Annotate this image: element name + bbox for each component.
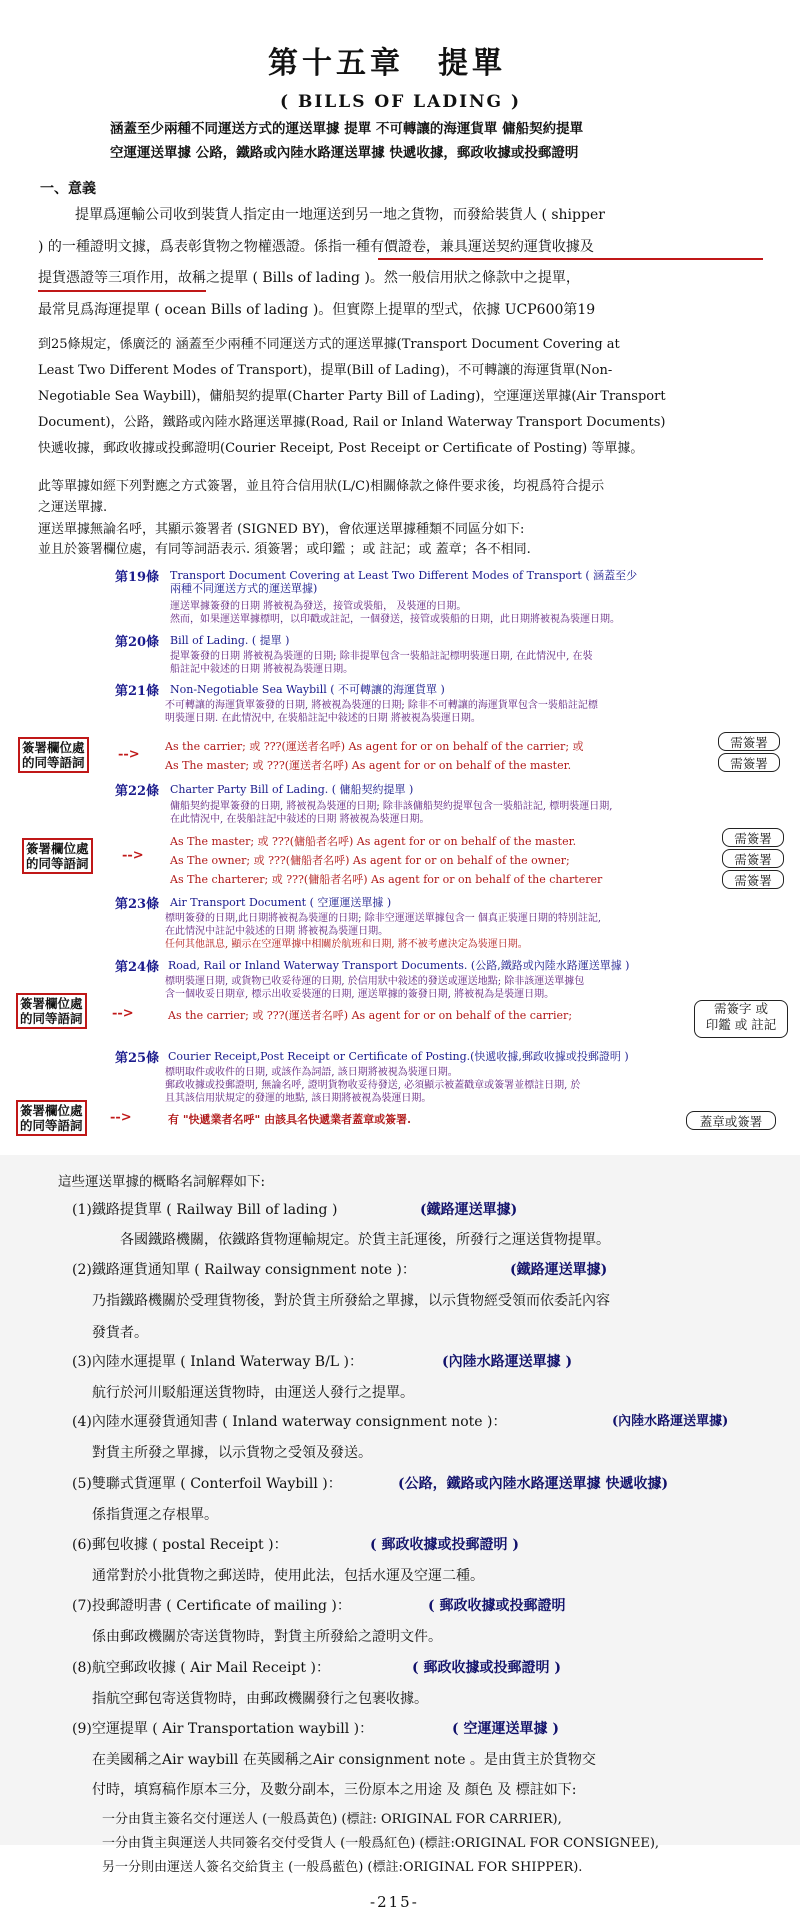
article-22-title: Charter Party Bill of Lading. ( 傭船契約提單 ) [170, 783, 414, 796]
para2-line-1: 此等單據如經下列對應之方式簽署，並且符合信用狀(L/C)相關條款之條件要求後，均視爲符合提示 [38, 479, 605, 494]
para3-line-2: 並且於簽署欄位處，有同等詞語表示. 須簽署；或印鑑 ；或 註記；或 蓋章；各不相同. [38, 542, 531, 557]
article-22-sign-2: As The owner; 或 ???(傭船者名呼) As agent for or on behalf of the owner; [170, 854, 570, 867]
sign-required-box: 需簽署 [722, 828, 784, 847]
glossary-body-2-2: 發貨者。 [92, 1325, 148, 1341]
article-19-note-2: 然而，如果運送單據標明，以印戳或註記，一個發送，接管或裝船的日期，此日期將被視為裝運日期。 [170, 614, 620, 625]
signature-equivalent-label [16, 1100, 87, 1136]
glossary-tag-4: (內陸水路運送單據) [612, 1414, 729, 1429]
article-19-number: 第19條 [115, 570, 160, 585]
arrow-icon: --> [112, 1006, 134, 1021]
sign-required-box: 需簽署 [722, 870, 784, 889]
side-label-line-2: 的同等語詞 [26, 856, 89, 871]
glossary-body-2-1: 乃指鐵路機關於受理貨物後，對於貨主所發給之單據，以示貨物經受領而依委託內容 [92, 1293, 610, 1309]
glossary-body-5-1: 係指貨運之存根單。 [92, 1507, 218, 1523]
signature-equivalent-label [16, 993, 87, 1029]
side-label-line-1: 簽署欄位處 [20, 996, 83, 1011]
article-23-note-2: 在此情況中註記中敍述的日期 將被視為裝運日期。 [165, 926, 389, 937]
article-24-title: Road, Rail or Inland Waterway Transport Documents. (公路,鐵路或內陸水路運送單據 ) [168, 959, 630, 972]
article-19-note-1: 運送單據簽發的日期 將被視為發送，接管或裝船， 及裝運的日期。 [170, 601, 467, 612]
glossary-body-8-1: 指航空郵包寄送貨物時，由郵政機關發行之包裹收據。 [92, 1691, 428, 1707]
arrow-icon: --> [110, 1110, 132, 1125]
side-label-line-2: 的同等語詞 [20, 1011, 83, 1026]
glossary-head-7: (7)投郵證明書 ( Certificate of mailing )： [72, 1598, 351, 1614]
sign-required-box: 需簽署 [718, 753, 780, 772]
article-24-note-1: 標明裝運日期, 或貨物已收妥待運的日期, 於信用狀中敍述的發送或運送地點; 除非該運送單據包 [165, 976, 585, 987]
article-22-note-2: 在此情況中, 在裝船註記中敍述的日期 將被視為裝運日期。 [170, 814, 430, 825]
article-24-sign-1: As the carrier; 或 ???(運送者名呼) As agent for or on behalf of the carrier; [168, 1009, 573, 1022]
article-25-title: Courier Receipt,Post Receipt or Certificate of Posting.(快遞收據,郵政收據或投郵證明 ) [168, 1050, 629, 1063]
glossary-head-6: (6)郵包收據 ( postal Receipt )： [72, 1537, 288, 1553]
glossary-tag-2: (鐵路運送單據) [510, 1262, 608, 1278]
side-label-line-1: 簽署欄位處 [22, 740, 85, 755]
glossary-head-3: (3)內陸水運提單 ( Inland Waterway B/L )： [72, 1354, 364, 1370]
article-24-note-2: 含一個收妥日期章, 標示出收妥裝運的日期, 運送單據的簽發日期, 將被視為是裝運日期。 [165, 989, 555, 1000]
glossary-head-2: (2)鐵路運貨通知單 ( Railway consignment note )： [72, 1262, 416, 1278]
article-21-note-2: 明裝運日期. 在此情況中, 在裝船註記中敍述的日期 將被視為裝運日期。 [165, 713, 481, 724]
section1-line-5: 到25條規定，係廣泛的 涵蓋至少兩種不同運送方式的運送單據(Transport Document Covering at [38, 337, 620, 352]
emphasis-underline [378, 258, 763, 260]
article-21-sign-2: As The master; 或 ???(運送者名呼) As agent for or on behalf of the master. [165, 759, 572, 772]
header-line-1: 涵蓋至少兩種不同運送方式的運送單據 提單 不可轉讓的海運貨單 傭船契約提單 [110, 121, 584, 137]
article-25-note-3: 且其該信用狀規定的發運的地點, 該日期將被視為裝運日期。 [165, 1093, 432, 1104]
copy-line-2: 一分由貨主與運送人共同簽名交付受貨人 (一般爲紅色) (標註:ORIGINAL FOR CONSIGNEE), [102, 1836, 660, 1851]
copy-line-3: 另一分則由運送人簽名交給貨主 (一般爲藍色) (標註:ORIGINAL FOR SHIPPER). [102, 1860, 583, 1875]
glossary-head-5: (5)雙聯式貨運單 ( Conterfoil Waybill )： [72, 1476, 342, 1492]
side-label-line-2: 的同等語詞 [20, 1118, 83, 1133]
header-line-2: 空運運送單據 公路，鐵路或內陸水路運送單據 快遞收據，郵政收據或投郵證明 [110, 145, 579, 161]
side-label-line-2: 的同等語詞 [22, 755, 85, 770]
arrow-icon: --> [122, 848, 144, 863]
glossary-intro: 這些運送單據的概略名詞解釋如下: [58, 1174, 266, 1190]
glossary-head-1: (1)鐵路提貨單 ( Railway Bill of lading ) [72, 1202, 338, 1218]
glossary-body-3-1: 航行於河川駁船運送貨物時，由運送人發行之提單。 [92, 1385, 414, 1401]
article-24-number: 第24條 [115, 960, 160, 975]
article-21-number: 第21條 [115, 684, 160, 699]
box-line-2: 印鑑 或 註記 [705, 1017, 777, 1032]
stamp-or-sign-box: 蓋章或簽署 [686, 1111, 776, 1130]
glossary-body-9-2: 付時，填寫稿作原本三分，及數分副本，三份原本之用途 及 顏色 及 標註如下: [92, 1782, 577, 1798]
section1-line-8: Document)，公路，鐵路或內陸水路運送單據(Road, Rail or Inland Waterway Transport Documents) [38, 415, 666, 430]
signature-equivalent-label [18, 737, 89, 773]
side-label-line-1: 簽署欄位處 [20, 1103, 83, 1118]
para3-line-1: 運送單據無論名呼，其顯示簽署者 (SIGNED BY)，會依運送單據種類不同區分如下: [38, 522, 525, 537]
article-25-note-1: 標明取件或收件的日期, 或該作為詞語, 該日期將被視為裝運日期。 [165, 1067, 458, 1078]
sign-required-box: 需簽署 [722, 849, 784, 868]
article-22-note-1: 傭船契約提單簽發的日期, 將被視為裝運的日期; 除非該傭船契約提單包含一裝船註記, 標明裝運日期, [170, 801, 613, 812]
side-label-line-1: 簽署欄位處 [26, 841, 89, 856]
article-20-note-1: 提單簽發的日期 將被視為裝運的日期; 除非提單包含一裝船註記標明裝運日期, 在此情況中, 在裝 [170, 651, 593, 662]
article-21-sign-1: As the carrier; 或 ???(運送者名呼) As agent for or on behalf of the carrier; 或 [165, 740, 584, 753]
article-22-sign-3: As The charterer; 或 ???(傭船者名呼) As agent for or on behalf of the charterer [170, 873, 603, 886]
glossary-tag-9: ( 空運運送單據 ) [452, 1721, 559, 1737]
article-25-note-2: 郵政收據或投郵證明, 無論名呼, 證明貨物收妥待發送, 必須顯示被蓋戳章或簽署並標註日期, 於 [165, 1080, 581, 1091]
article-22-number: 第22條 [115, 784, 160, 799]
section1-line-2: ) 的一種證明文據，爲表彰貨物之物權憑證。係指一種有價證卷，兼具運送契約運貨收據及 [38, 239, 594, 255]
sign-or-seal-box [694, 1000, 788, 1038]
glossary-body-4-1: 對貨主所發之單據，以示貨物之受領及發送。 [92, 1445, 372, 1461]
section1-line-3: 提貨憑證等三項作用，故稱之提單 ( Bills of lading )。然一般信用狀之條款中之提單， [38, 270, 580, 286]
page-number: -215- [370, 1893, 419, 1911]
article-21-title: Non-Negotiable Sea Waybill ( 不可轉讓的海運貨單 ) [170, 683, 445, 696]
article-23-number: 第23條 [115, 897, 160, 912]
copy-line-1: 一分由貨主簽名交付運送人 (一般爲黃色) (標註: ORIGINAL FOR CARRIER), [102, 1812, 562, 1827]
glossary-tag-7: ( 郵政收據或投郵證明 [428, 1598, 566, 1614]
arrow-icon: --> [118, 747, 140, 762]
emphasis-underline-2 [38, 290, 206, 292]
section1-line-7: Negotiable Sea Waybill)，傭船契約提單(Charter Party Bill of Lading)，空運運送單據(Air Transport [38, 389, 666, 404]
article-19-title-2: 兩種不同運送方式的運送單據) [170, 582, 318, 595]
article-25-sign-1: 有 "快遞業者名呼" 由該具名快遞業者蓋章或簽署. [168, 1113, 411, 1126]
glossary-head-9: (9)空運提單 ( Air Transportation waybill )： [72, 1721, 374, 1737]
section1-line-9: 快遞收據，郵政收據或投郵證明(Courier Receipt, Post Receipt or Certificate of Posting) 等單據。 [38, 441, 644, 456]
section1-line-6: Least Two Different Modes of Transport)，提單(Bill of Lading)，不可轉讓的海運貨單(Non- [38, 363, 613, 378]
glossary-body-6-1: 通常對於小批貨物之郵送時，使用此法，包括水運及空運二種。 [92, 1568, 484, 1584]
glossary-tag-1: (鐵路運送單據) [420, 1202, 518, 1218]
glossary-tag-6: ( 郵政收據或投郵證明 ) [370, 1537, 519, 1553]
glossary-body-9-1: 在美國稱之Air waybill 在英國稱之Air consignment note 。是由貨主於貨物交 [92, 1752, 596, 1768]
section1-line-4: 最常見爲海運提單 ( ocean Bills of lading )。但實際上提單的型式，依據 UCP600第19 [38, 302, 596, 318]
glossary-body-1-1: 各國鐵路機關，依鐵路貨物運輸規定。於貨主託運後，所發行之運送貨物提單。 [120, 1232, 610, 1248]
article-19-title: Transport Document Covering at Least Two Different Modes of Transport ( 涵蓋至少 [170, 569, 638, 582]
glossary-tag-5: (公路，鐵路或內陸水路運送單據 快遞收據) [398, 1476, 669, 1492]
article-25-number: 第25條 [115, 1051, 160, 1066]
article-23-note-3: 任何其他訊息, 顯示在空運單據中相關於航班和日期, 將不被考慮決定為裝運日期。 [165, 939, 528, 950]
section1-line-1: 提單爲運輸公司收到裝貨人指定由一地運送到另一地之貨物，而發給裝貨人 ( shipper [75, 207, 605, 223]
article-20-title: Bill of Lading. ( 提單 ) [170, 634, 290, 647]
article-22-sign-1: As The master; 或 ???(傭船者名呼) As agent for or on behalf of the master. [170, 835, 577, 848]
section-heading: 一、意義 [40, 181, 96, 197]
article-23-title: Air Transport Document ( 空運運送單據 ) [170, 896, 392, 909]
glossary-head-4: (4)內陸水運發貨通知書 ( Inland waterway consignment note )： [72, 1414, 507, 1430]
article-20-note-2: 船註記中敍述的日期 將被視為裝運日期。 [170, 664, 354, 675]
glossary-tag-3: (內陸水路運送單據 ) [442, 1354, 573, 1370]
para2-line-2: 之運送單據. [38, 500, 108, 515]
chapter-subtitle: ( BILLS OF LADING ) [280, 92, 522, 112]
glossary-head-8: (8)航空郵政收據 ( Air Mail Receipt )： [72, 1660, 330, 1676]
box-line-1: 需簽字 或 [714, 1001, 768, 1016]
glossary-tag-8: ( 郵政收據或投郵證明 ) [412, 1660, 561, 1676]
article-21-note-1: 不可轉讓的海運貨單簽發的日期, 將被視為裝運的日期; 除非不可轉讓的海運貨單包含一裝船註記標 [165, 700, 598, 711]
article-20-number: 第20條 [115, 635, 160, 650]
signature-equivalent-label [22, 838, 93, 874]
sign-required-box: 需簽署 [718, 732, 780, 751]
glossary-body-7-1: 係由郵政機關於寄送貨物時，對貨主所發給之證明文件。 [92, 1629, 442, 1645]
article-23-note-1: 標明簽發的日期,此日期將被視為裝運的日期; 除非空運運送單據包含一 個真正裝運日期的特別註記, [165, 913, 602, 924]
chapter-title: 第十五章 提單 [268, 46, 506, 81]
